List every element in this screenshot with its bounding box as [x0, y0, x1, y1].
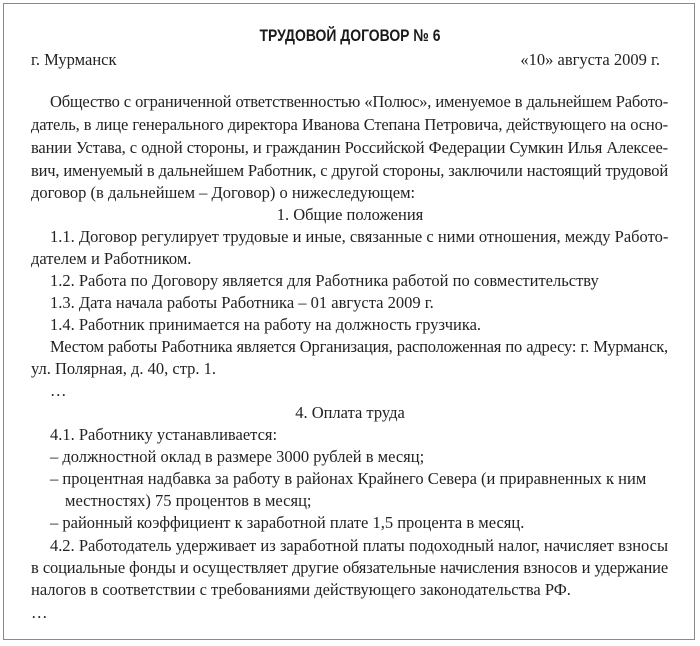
- clause-line: 1.1. Договор регулирует трудовые и иные, связанные с ними отношения, между Работо-: [50, 227, 669, 246]
- list-item: – должностной оклад в размере 3000 рублей в месяц;: [50, 447, 425, 466]
- section-heading: 4. Оплата труда: [295, 403, 405, 422]
- list-item-continuation: местностях) 75 процентов в месяц;: [65, 491, 312, 510]
- paragraph-line: вич, именуемый в дальнейшем Работник, с другой стороны, заключили настоящий трудовой: [31, 161, 668, 180]
- clause-line: налогов в соответствии с требованиями действующего законодательства РФ.: [31, 580, 571, 599]
- ellipsis: …: [31, 603, 48, 622]
- clause-line: 1.4. Работник принимается на работу на должность грузчика.: [50, 315, 482, 334]
- paragraph-line: вании Устава, с одной стороны, и гражданин Российской Федерации Сумкин Илья Алексее-: [31, 138, 668, 157]
- paragraph-line: договор (в дальнейшем – Договор) о нижеследующем:: [31, 183, 416, 202]
- clause-line: дателем и Работником.: [31, 249, 192, 268]
- clause-line: 4.2. Работодатель удерживает из заработной платы подоходный налог, начисляет взносы: [50, 536, 668, 555]
- clause-line: Местом работы Работника является Организация, расположенная по адресу: г. Мурманск,: [50, 337, 668, 356]
- clause-line: 1.3. Дата начала работы Работника – 01 августа 2009 г.: [50, 293, 434, 312]
- clause-line: в социальные фонды и осуществляет другие обязательные начисления взносов и удержание: [31, 558, 668, 577]
- clause-line: 1.2. Работа по Договору является для Работника работой по совместительству: [50, 271, 599, 290]
- document-title: ТРУДОВОЙ ДОГОВОР № 6: [259, 26, 441, 45]
- clause-line: 4.1. Работнику устанавливается:: [50, 425, 278, 444]
- paragraph-line: Общество с ограниченной ответственностью «Полюс», именуемое в дальнейшем Работо-: [50, 92, 668, 111]
- list-item: – районный коэффициент к заработной плате 1,5 процента в месяц.: [50, 513, 525, 532]
- paragraph-line: датель, в лице генерального директора Иванова Степана Петровича, действующего на осно-: [31, 115, 668, 134]
- date: «10» августа 2009 г.: [520, 50, 660, 69]
- list-item: – процентная надбавка за работу в районах Крайнего Севера (и приравненных к ним: [50, 469, 647, 488]
- city: г. Мурманск: [31, 50, 117, 69]
- section-heading: 1. Общие положения: [276, 205, 424, 224]
- ellipsis: …: [50, 381, 67, 400]
- clause-line: ул. Полярная, д. 40, стр. 1.: [31, 359, 217, 378]
